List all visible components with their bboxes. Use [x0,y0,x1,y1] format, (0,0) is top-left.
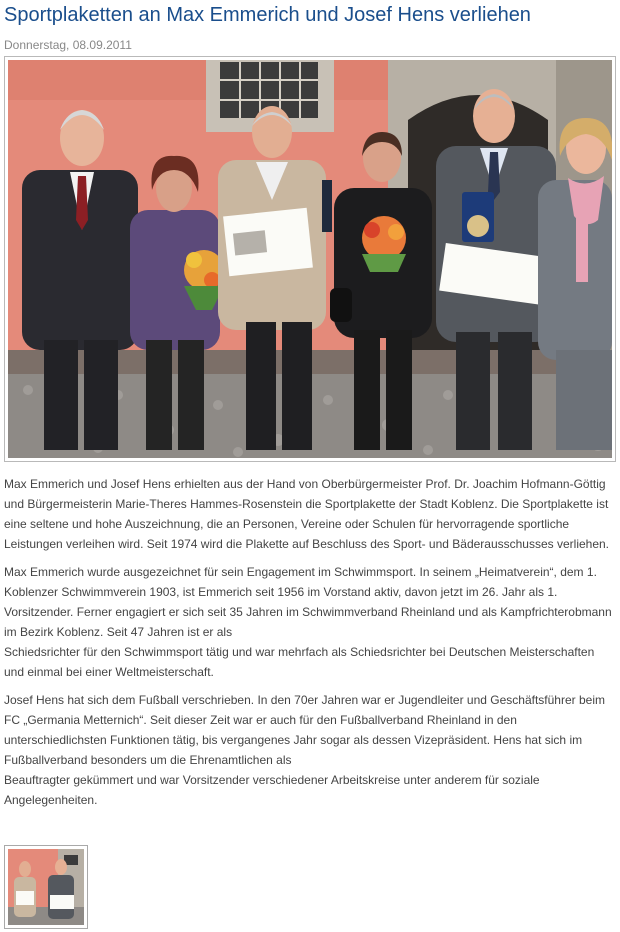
award-ceremony-photo [8,60,612,458]
article-title: Sportplaketten an Max Emmerich und Josef Hens verliehen [4,4,531,26]
article-date: Donnerstag, 08.09.2011 [4,38,132,52]
article-body [4,474,616,818]
paragraph-emmerich: Max Emmerich wurde ausgezeichnet für sein Engagement im Schwimmsport. In seinem „Heimatverein“, dem 1. Koblenzer Schwimmverein 1903, ist Emmerich seit 1956 im Vorstand aktiv, davon jetzt im 26. Jahr als 1. Vorsitzender. Ferner engagiert er sich seit 35 Jahren im Schwimmverband Rheinland und als Kampfrichterobmann im Bezirk Koblenz. Seit 47 Jahren ist er als Schiedsrichter für den Schwimmsport tätig und war mehrfach als Schiedsrichter bei Deutschen Meisterschaften und einmal bei einer Weltmeisterschaft. [4,565,612,679]
main-photo[interactable] [4,56,616,462]
gallery-thumbnail[interactable] [4,845,88,929]
paragraph-intro: Max Emmerich und Josef Hens erhielten aus der Hand von Oberbürgermeister Prof. Dr. Joachim Hofmann-Göttig und Bürgermeisterin Marie-Theres Hammes-Rosenstein die Sportplakette der Stadt Koblenz. Die Sportplakette ist eine seltene und hohe Auszeichnung, die an Personen, Vereine oder Schulen für hervorragende sportliche Leistungen verleihen wird. Seit 1974 wird die Plakette auf Beschluss des Sport- und Bäderausschusses verliehen. [4,477,610,551]
thumbnail-photo [8,849,84,925]
paragraph-hens: Josef Hens hat sich dem Fußball verschrieben. In den 70er Jahren war er Jugendleiter und Geschäftsführer beim FC „Germania Metternich“. Seit dieser Zeit war er auch für den Fußballverband Rheinland in den unterschiedlichsten Funktionen tätig, bis vergangenes Jahr sogar als dessen Vizepräsident. Hens hat sich im Fußballverband besonders um die Ehrenamtlichen als Beauftragter gekümmert und war Vorsitzender verschiedener Arbeitskreise unter anderem für soziale Angelegenheiten. [4,693,605,807]
